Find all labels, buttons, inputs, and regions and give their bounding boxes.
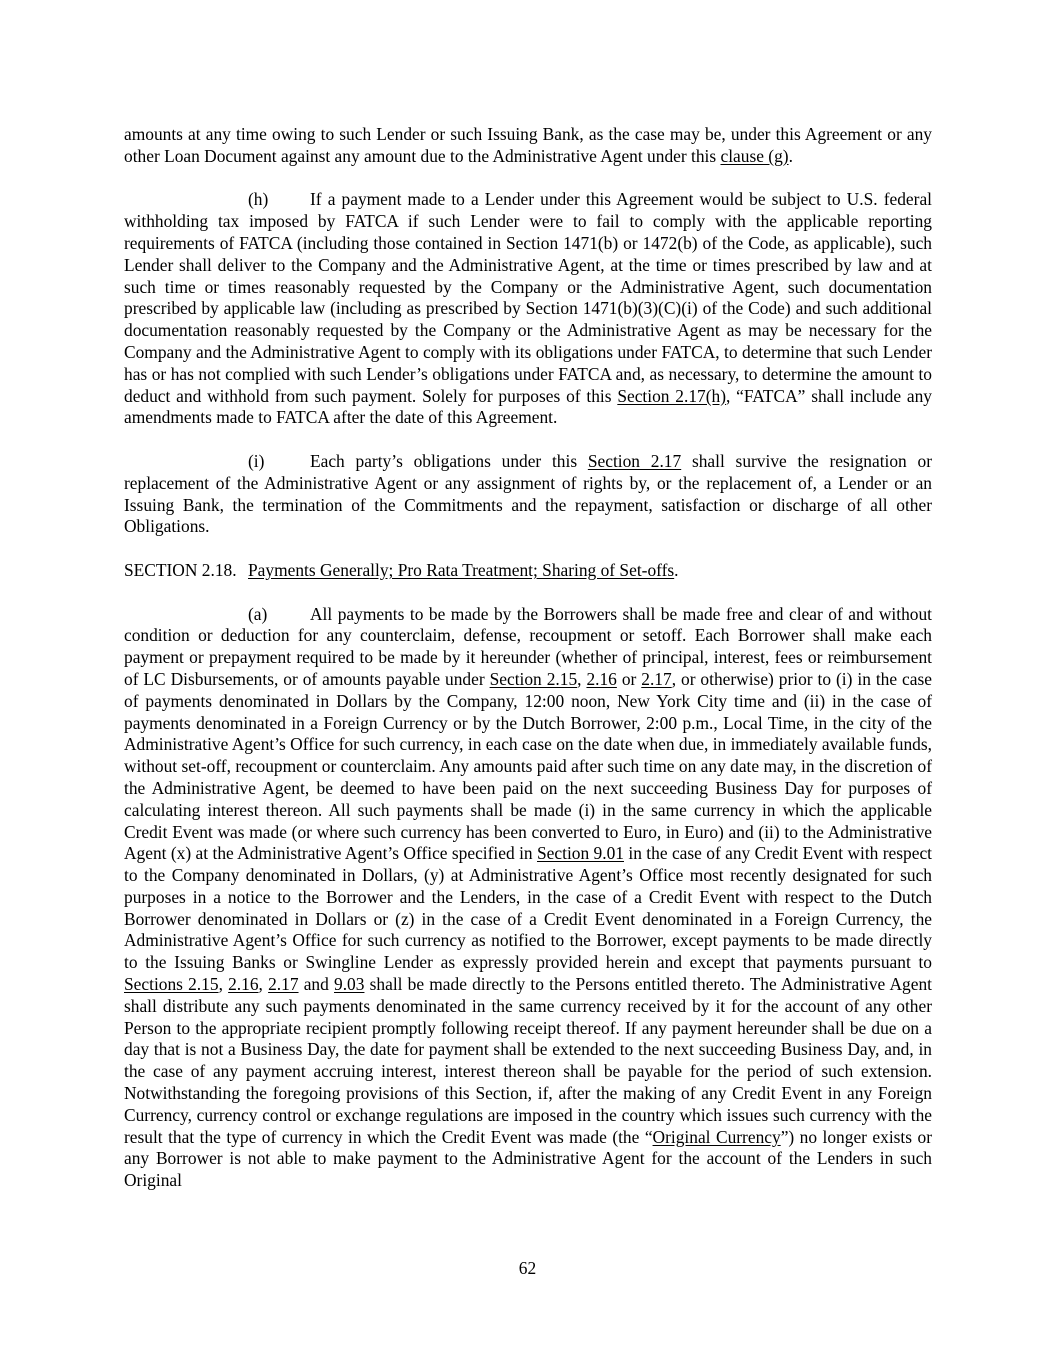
- page-number: 62: [518, 1258, 537, 1278]
- section-2-17-ref: Section 2.17: [587, 450, 682, 471]
- section-2-17-h-ref: Section 2.17(h): [617, 385, 726, 406]
- section-number: SECTION 2.18.: [124, 559, 237, 580]
- original-currency-term: Original Currency: [652, 1126, 781, 1147]
- paragraph-a: (a) All payments to be made by the Borrowers shall be made free and clear of and without condition or deduction for any counterclaim, defense, recoupment or setoff. Each Borrower shall make each payment or prepayment required to be made by it hereunder (whether of principal, interest, fees or reimbursement of LC Disbursements, or of amounts payable under Section 2.15, 2.16 or 2.17, or otherwise) prior to (i) in the case of payments denominated in Dollars by the Company, 12:00 noon, New York City time and (ii) in the case of payments denominated in a Foreign Currency or by the Dutch Borrower, 2:00 p.m., Local Time, in the city of the Administrative Agent’s Office for such currency, in each case on the date when due, in immediately available funds, without set-off, recoupment or counterclaim. Any amounts paid after such time on any date may, in the discretion of the Administrative Agent, be deemed to have been paid on the next succeeding Business Day for purposes of calculating interest thereon. All such payments shall be made (i) in the same currency in which the applicable Credit Event was made (or where such currency has been converted to Euro, in Euro) and (ii) to the Administrative Agent (x) at the Administrative Agent’s Office specified in Section 9.01 in the case of any Credit Event with respect to the Company denominated in Dollars, (y) at Administrative Agent’s Office most recently designated for such purposes in a notice to the Borrower and the Lenders, in the case of a Credit Event with respect to the Dutch Borrower denominated in Dollars or (z) in the case of a Credit Event denominated in a Foreign Currency, the Administrative Agent’s Office for such currency as notified to the Borrower, except payments to be made directly to the Issuing Banks or Swingline Lender as expressly provided herein and except that payments pursuant to Sections 2.15, 2.16, 2.17 and 9.03 shall be made directly to the Persons entitled thereto. The Administrative Agent shall distribute any such payments denominated in the same currency received by it for the account of any other Person to the appropriate recipient promptly following receipt thereof. If any payment hereunder shall be due on a day that is not a Business Day, the date for payment shall be extended to the next succeeding Business Day, and, in the case of any payment accruing interest, interest thereon shall be payable for the period of such extension. Notwithstanding the foregoing provisions of this Section, if, after the making of any Credit Event in any Foreign Currency, currency control or exchange regulations are imposed in the country which issues such currency with the result that the type of currency in which the Credit Event was made (the “Original Currency”) no longer exists or any Borrower is not able to make payment to the Administrative Agent for the account of the Lenders in such Original: [124, 603, 933, 1191]
- page-body: [124, 124, 932, 1214]
- paragraph-label-h: (h): [248, 189, 269, 210]
- section-2-15-ref: Section 2.15: [489, 668, 578, 689]
- section-2-17-ref: 2.17: [641, 668, 672, 689]
- section-2-16-ref: 2.16: [228, 974, 259, 995]
- paragraph-h: (h) If a payment made to a Lender under this Agreement would be subject to U.S. federal withholding tax imposed by FATCA if such Lender were to fail to comply with the applicable reporting requirements of FATCA (including those contained in Section 1471(b) or 1472(b) of the Code, as applicable), such Lender shall deliver to the Company and the Administrative Agent, at the time or times prescribed by law and at such time or times reasonably requested by the Company or the Administrative Agent, such documentation prescribed by applicable law (including as prescribed by Section 1471(b)(3)(C)(i) of the Code) and such additional documentation reasonably requested by the Company or the Administrative Agent as may be necessary for the Company and the Administrative Agent to comply with its obligations under FATCA, to determine that such Lender has or has not complied with such Lender’s obligations under FATCA and, as necessary, to determine the amount to deduct and withhold from such payment. Solely for purposes of this Section 2.17(h), “FATCA” shall include any amendments made to FATCA after the date of this Agreement.: [124, 189, 932, 428]
- section-9-01-ref: Section 9.01: [537, 843, 624, 864]
- section-heading: SECTION 2.18. Payments Generally; Pro Rata Treatment; Sharing of Set-offs.: [124, 559, 679, 580]
- sections-2-15-ref: Sections 2.15: [124, 974, 219, 995]
- paragraph-i: (i) Each party’s obligations under this Section 2.17 shall survive the resignation or replacement of the Administrative Agent or any assignment of rights by, or the replacement of, a Lender or an Issuing Bank, the termination of the Commitments and the repayment, satisfaction or discharge of all other Obligations.: [124, 450, 932, 537]
- section-2-17-ref: 2.17: [268, 974, 299, 995]
- section-title: Payments Generally; Pro Rata Treatment; Sharing of Set-offs: [248, 559, 675, 580]
- paragraph-continuation: amounts at any time owing to such Lender or such Issuing Bank, as the case may be, under this Agreement or any other Loan Document against any amount due to the Administrative Agent under this clause (g).: [124, 124, 932, 166]
- section-2-16-ref: 2.16: [586, 668, 617, 689]
- clause-g-ref: clause (g): [720, 145, 789, 166]
- paragraph-label-i: (i): [248, 450, 265, 471]
- paragraph-label-a: (a): [248, 603, 268, 624]
- section-9-03-ref: 9.03: [334, 974, 365, 995]
